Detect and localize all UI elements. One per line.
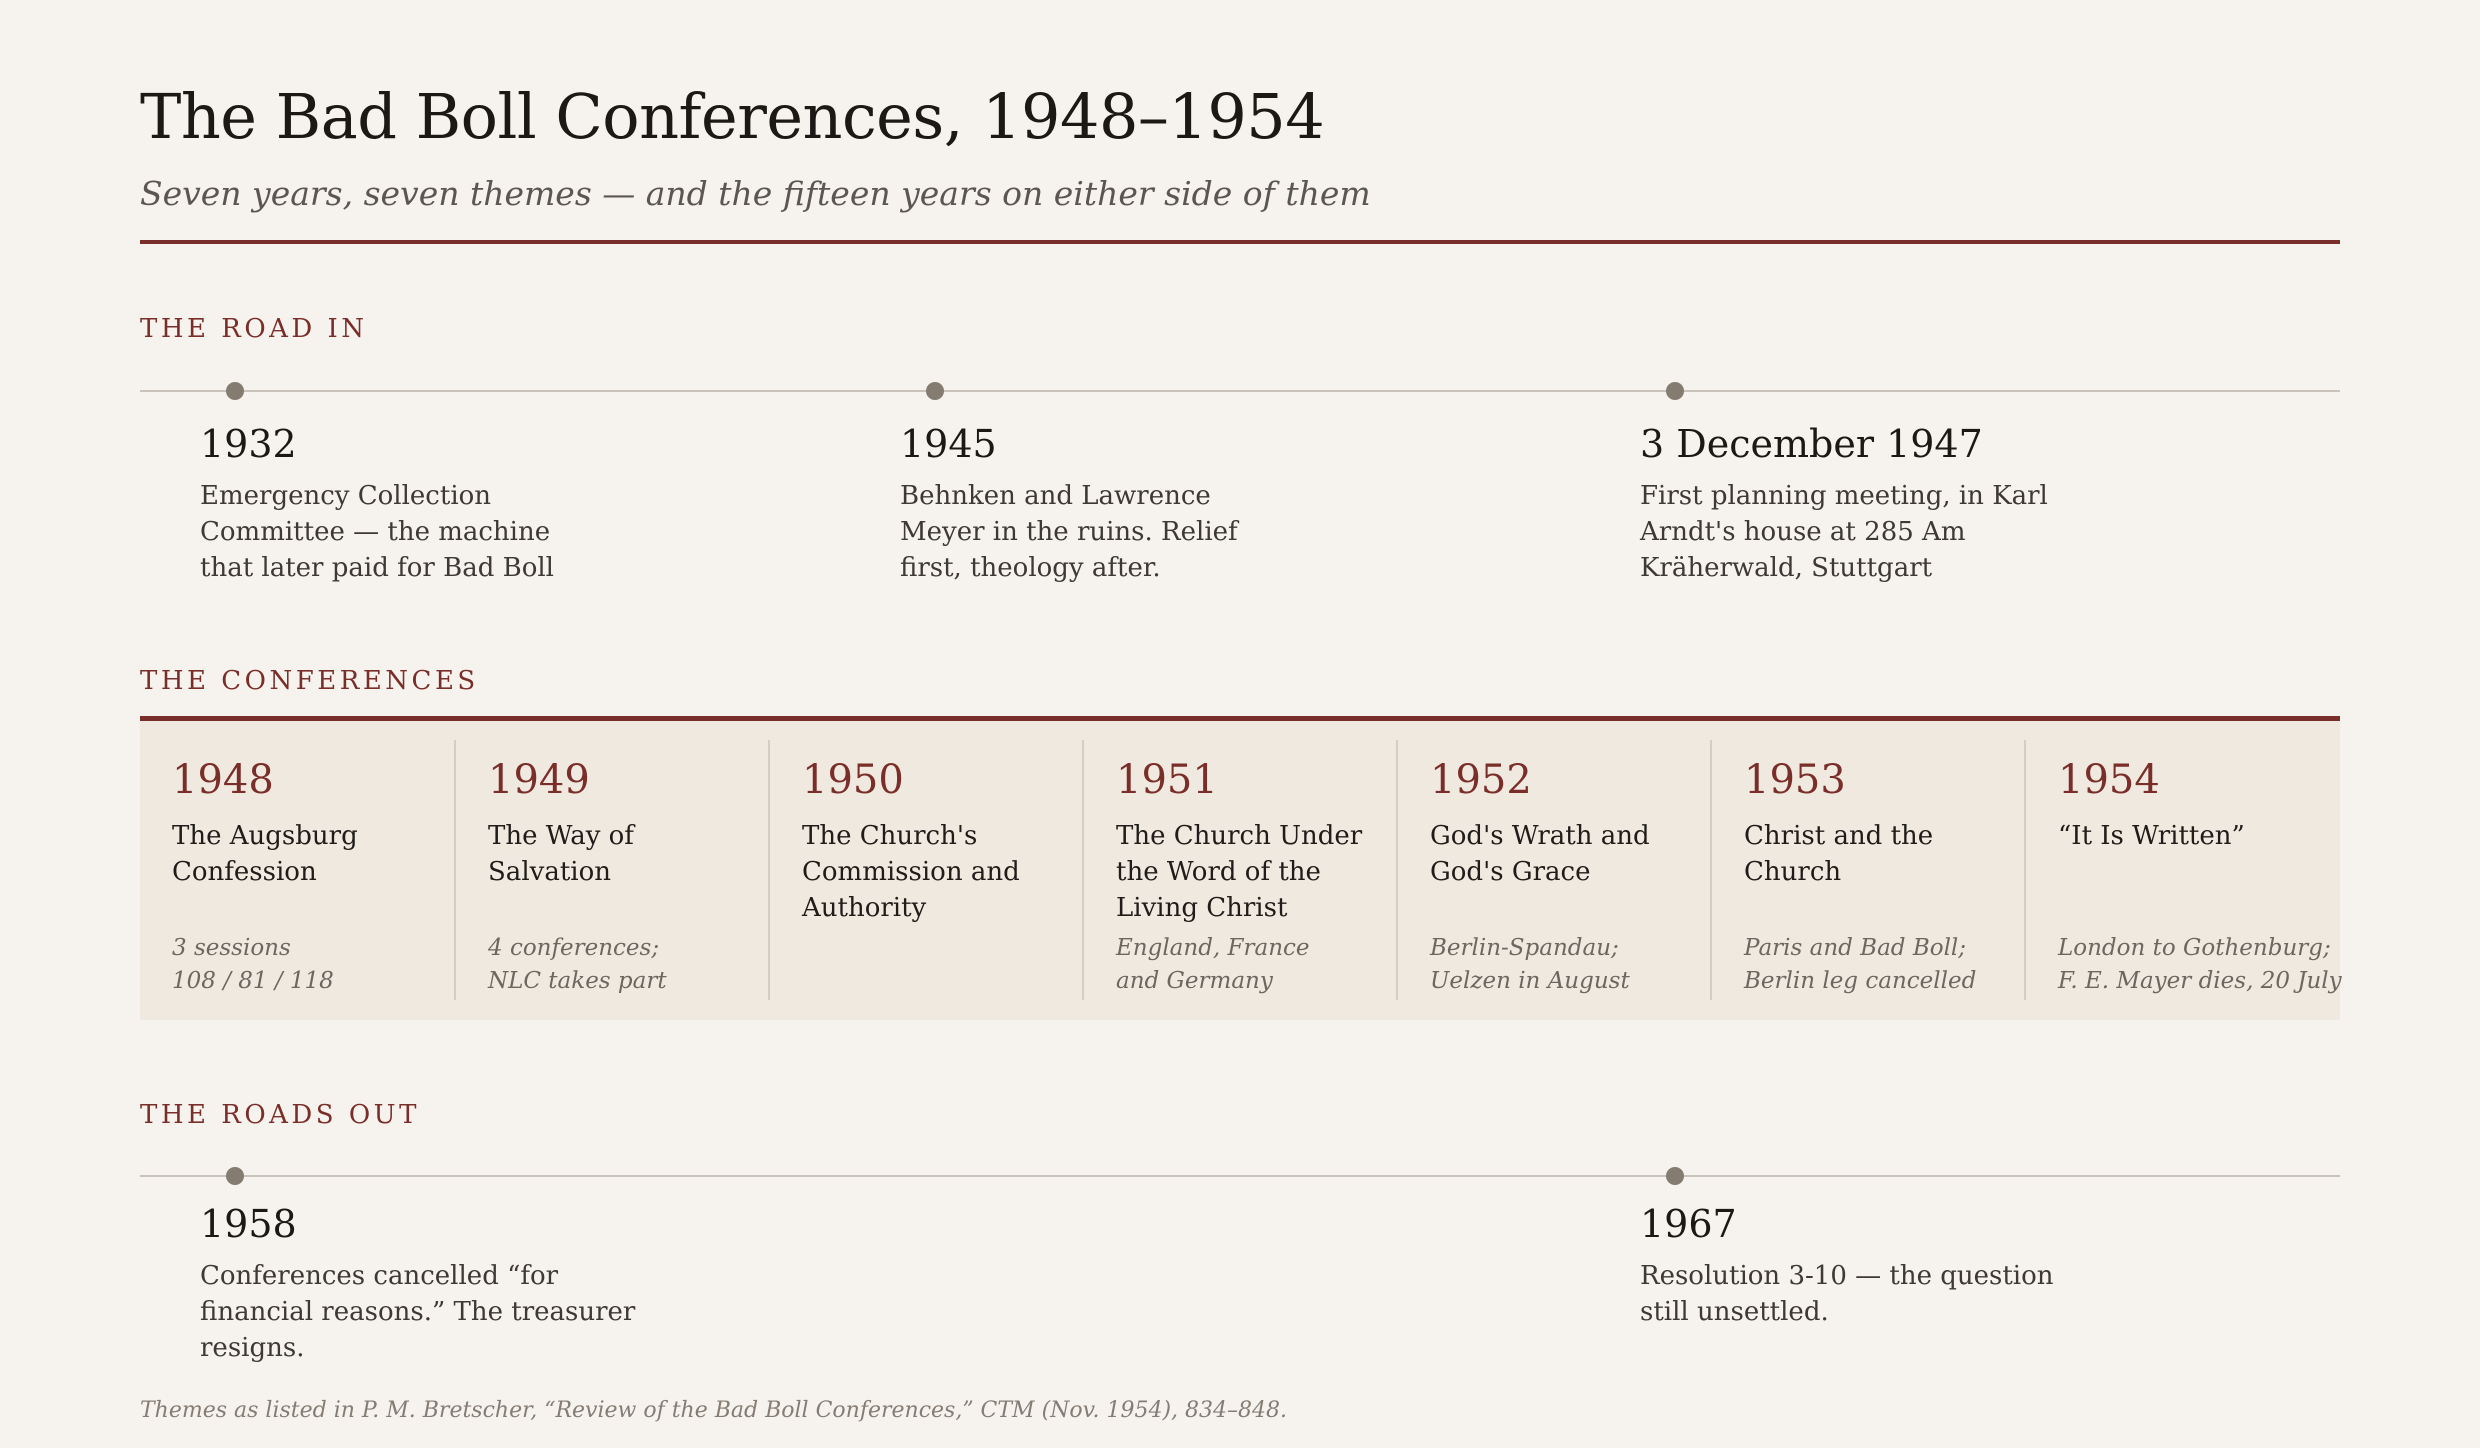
conference-note-line: Paris and Bad Boll; bbox=[1744, 935, 1967, 961]
conference-note-line: London to Gothenburg; bbox=[2058, 935, 2331, 961]
event-marker-1958 bbox=[226, 1167, 244, 1185]
event-description: First planning meeting, in Karl Arndt's house at 285 Am Kräherwald, Stuttgart bbox=[1640, 480, 2048, 583]
conference-year: 1952 bbox=[1430, 757, 1532, 803]
timeline-page bbox=[140, 0, 2340, 1448]
event-description: Conferences cancelled “for financial reasons.” The treasurer resigns. bbox=[200, 1260, 636, 1363]
conference-card-1954 bbox=[2024, 740, 2340, 1000]
conference-note-line: NLC takes part bbox=[488, 968, 667, 994]
conference-note-line: Uelzen in August bbox=[1430, 968, 1630, 994]
conference-theme: God's Wrath and God's Grace bbox=[1430, 821, 1650, 887]
conference-note bbox=[172, 932, 334, 998]
event-marker-1945 bbox=[926, 382, 944, 400]
conference-note bbox=[1430, 932, 1630, 998]
conference-theme: The Church's Commission and Authority bbox=[802, 821, 1020, 923]
event-marker-1932 bbox=[226, 382, 244, 400]
conference-note-line: and Germany bbox=[1116, 968, 1273, 994]
event-1967 bbox=[1640, 1202, 2060, 1330]
event-date: 1932 bbox=[200, 422, 297, 466]
conference-card-1952 bbox=[1396, 740, 1712, 1000]
event-1932 bbox=[200, 422, 600, 586]
conference-year: 1949 bbox=[488, 757, 590, 803]
event-description: Emergency Collection Committee — the machine that later paid for Bad Boll bbox=[200, 480, 554, 583]
conference-note bbox=[2058, 932, 2342, 998]
event-1947 bbox=[1640, 422, 2060, 586]
title-divider bbox=[140, 240, 2340, 244]
conference-year: 1950 bbox=[802, 757, 904, 803]
conference-year: 1948 bbox=[172, 757, 274, 803]
event-date: 3 December 1947 bbox=[1640, 422, 1983, 466]
conferences-top-rule bbox=[140, 716, 2340, 721]
event-1945 bbox=[900, 422, 1300, 586]
conference-card-1948 bbox=[140, 740, 454, 1000]
conference-card-1953 bbox=[1710, 740, 2026, 1000]
conference-year: 1953 bbox=[1744, 757, 1846, 803]
section-label-road-in: THE ROAD IN bbox=[140, 314, 368, 344]
section-label-conferences: THE CONFERENCES bbox=[140, 666, 479, 696]
conference-theme: The Augsburg Confession bbox=[172, 821, 358, 887]
conference-note bbox=[488, 932, 667, 998]
event-date: 1967 bbox=[1640, 1202, 1737, 1246]
conference-theme: Christ and the Church bbox=[1744, 821, 1934, 887]
conference-card-1949 bbox=[454, 740, 770, 1000]
conference-theme: The Church Under the Word of the Living Christ bbox=[1116, 821, 1363, 923]
conference-note bbox=[1744, 932, 1976, 998]
source-footnote: Themes as listed in P. M. Bretscher, “Review of the Bad Boll Conferences,” CTM (Nov. 1954), 834–848. bbox=[140, 1398, 1287, 1423]
conference-card-1950 bbox=[768, 740, 1084, 1000]
event-1958 bbox=[200, 1202, 660, 1366]
event-description: Resolution 3-10 — the question still unsettled. bbox=[1640, 1260, 2054, 1327]
event-date: 1958 bbox=[200, 1202, 297, 1246]
conference-theme: “It Is Written” bbox=[2058, 821, 2245, 851]
conference-year: 1954 bbox=[2058, 757, 2160, 803]
event-description: Behnken and Lawrence Meyer in the ruins. Relief first, theology after. bbox=[900, 480, 1238, 583]
event-marker-1967 bbox=[1666, 1167, 1684, 1185]
conference-note bbox=[1116, 932, 1310, 998]
conference-note-line: England, France bbox=[1116, 935, 1310, 961]
page-subtitle: Seven years, seven themes — and the fifteen years on either side of them bbox=[140, 174, 1371, 213]
section-label-roads-out: THE ROADS OUT bbox=[140, 1100, 420, 1130]
conference-note-line: 4 conferences; bbox=[488, 935, 660, 961]
conference-note-line: 108 / 81 / 118 bbox=[172, 968, 334, 994]
roads-out-axis bbox=[140, 1175, 2340, 1177]
conference-note-line: F. E. Mayer dies, 20 July bbox=[2058, 968, 2342, 994]
conference-note-line: Berlin-Spandau; bbox=[1430, 935, 1619, 961]
event-marker-1947 bbox=[1666, 382, 1684, 400]
conference-card-1951 bbox=[1082, 740, 1398, 1000]
conference-note-line: Berlin leg cancelled bbox=[1744, 968, 1977, 994]
conference-theme: The Way of Salvation bbox=[488, 821, 634, 887]
conference-note-line: 3 sessions bbox=[172, 935, 291, 961]
event-date: 1945 bbox=[900, 422, 997, 466]
conference-year: 1951 bbox=[1116, 757, 1218, 803]
road-in-axis bbox=[140, 390, 2340, 392]
page-title: The Bad Boll Conferences, 1948–1954 bbox=[140, 80, 1325, 153]
